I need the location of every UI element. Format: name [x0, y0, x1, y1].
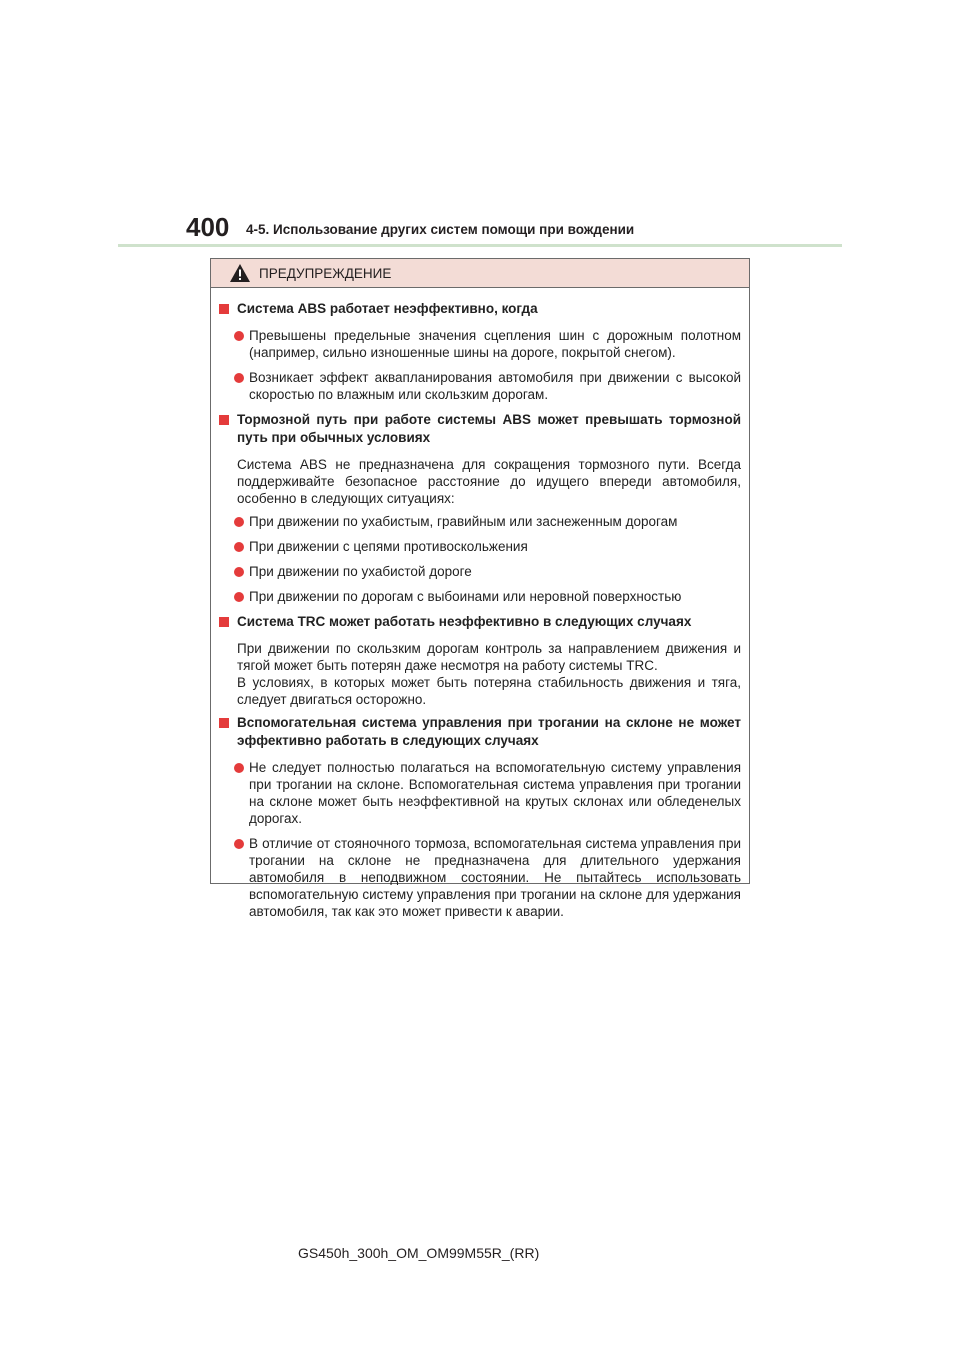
bullet-item — [218, 588, 741, 605]
warning-section-heading — [218, 613, 741, 631]
square-bullet-icon — [219, 617, 229, 627]
round-bullet-icon — [234, 373, 244, 383]
round-bullet-icon — [234, 542, 244, 552]
warning-section-heading — [218, 300, 741, 318]
round-bullet-icon — [234, 517, 244, 527]
section-paragraph: При движении по скользким дорогам контроль за направлением движения и тягой может быть потерян даже несмотря на работу системы TRC. В условиях, в которых может быть потеряна стабильность движения и тяга, следует двигаться осторожно. — [237, 641, 741, 707]
header-rule — [118, 244, 842, 247]
warning-triangle-icon — [229, 263, 251, 283]
bullet-item — [218, 759, 741, 827]
bullet-text: При движении по ухабистой дороге — [249, 564, 472, 579]
bullet-item — [218, 835, 741, 920]
square-bullet-icon — [219, 718, 229, 728]
round-bullet-icon — [234, 592, 244, 602]
footer-model: GS450h_300h_OM_OM99M55R_(RR) — [298, 1245, 540, 1261]
warning-body — [211, 288, 749, 920]
bullet-text: Превышены предельные значения сцепления шин с дорожным полотном (например, сильно изношенные шины на дороге, покрытой снегом). — [249, 328, 741, 360]
square-bullet-icon — [219, 415, 229, 425]
bullet-text: Не следует полностью полагаться на вспомогательную систему управления при трогании на склоне. Вспомогательная система управления при трогании на склоне может быть неэффективной на крутых склонах или обледенелых дорогах. — [249, 760, 741, 826]
bullet-item — [218, 538, 741, 555]
round-bullet-icon — [234, 567, 244, 577]
square-bullet-icon — [219, 304, 229, 314]
section-heading-text: Тормозной путь при работе системы ABS может превышать тормозной путь при обычных условиях — [237, 412, 741, 445]
bullet-text: При движении по ухабистым, гравийным или заснеженным дорогам — [249, 514, 678, 529]
bullet-text: При движении по дорогам с выбоинами или неровной поверхностью — [249, 589, 682, 604]
round-bullet-icon — [234, 763, 244, 773]
warning-section-heading — [218, 411, 741, 447]
bullet-item — [218, 327, 741, 361]
warning-box — [210, 258, 750, 919]
bullet-text: В отличие от стояночного тормоза, вспомогательная система управления при трогании на склоне не предназначена для длительного удержания автомобиля в неподвижном состоянии. Не пытайтесь использовать вспомогательную систему управления при трогании на склоне для удержания автомобиля, так как это может привести к аварии. — [249, 836, 741, 919]
section-title: 4-5. Использование других систем помощи при вождении — [246, 222, 635, 237]
round-bullet-icon — [234, 331, 244, 341]
warning-header — [211, 259, 749, 288]
warning-section-heading — [218, 714, 741, 750]
bullet-item — [218, 369, 741, 403]
section-heading-text: Система TRC может работать неэффективно в следующих случаях — [237, 614, 692, 629]
round-bullet-icon — [234, 839, 244, 849]
section-heading-text: Система ABS работает неэффективно, когда — [237, 301, 538, 316]
bullet-item — [218, 513, 741, 530]
bullet-item — [218, 563, 741, 580]
warning-title: ПРЕДУПРЕЖДЕНИЕ — [259, 265, 392, 281]
bullet-text: Возникает эффект аквапланирования автомобиля при движении с высокой скоростью по влажным или скользким дорогам. — [249, 370, 741, 402]
section-heading-text: Вспомогательная система управления при трогании на склоне не может эффективно работать в следующих случаях — [237, 715, 741, 748]
page-number: 400 — [186, 212, 230, 242]
bullet-text: При движении с цепями противоскольжения — [249, 539, 528, 554]
section-paragraph: Система ABS не предназначена для сокращения тормозного пути. Всегда поддерживайте безопасное расстояние до идущего впереди автомобиля, особенно в следующих ситуациях: — [237, 457, 741, 506]
